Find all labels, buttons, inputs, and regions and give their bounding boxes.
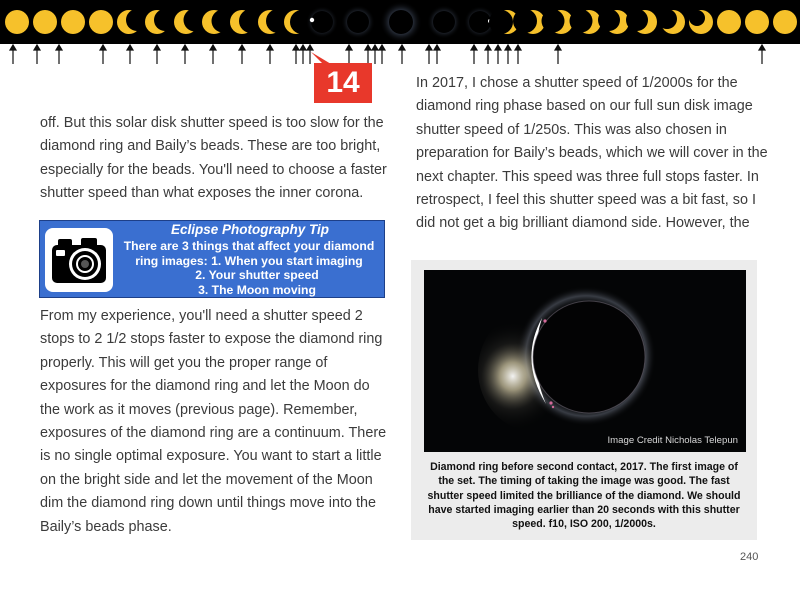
eclipse-phase-strip — [0, 0, 800, 44]
tip-line: 2. Your shutter speed — [195, 268, 319, 283]
chapter-badge: 14 — [314, 63, 372, 103]
arrow-up-icon — [759, 45, 765, 64]
arrow-up-icon — [239, 45, 245, 64]
sun-phase-icon — [570, 10, 602, 35]
arrow-up-icon — [10, 45, 16, 64]
arrow-up-icon — [154, 45, 160, 64]
eclipse-photography-tip-box — [39, 220, 385, 298]
sun-phase-icon — [117, 9, 148, 34]
arrow-up-icon — [555, 45, 561, 64]
tip-line: ring images: 1. When you start imaging — [135, 253, 363, 268]
tip-lines — [116, 239, 382, 297]
sun-phase-icon — [61, 10, 85, 34]
arrow-up-icon — [56, 45, 62, 64]
arrow-up-icon — [485, 45, 491, 64]
diamond-ring-photo — [424, 270, 746, 452]
arrow-up-icon — [300, 45, 306, 64]
arrow-up-icon — [127, 45, 133, 64]
page-number: 240 — [740, 551, 759, 563]
image-credit: Image Credit Nicholas Telepun — [607, 435, 738, 446]
timeline-arrows — [0, 44, 800, 66]
arrow-up-icon — [182, 45, 188, 64]
arrow-up-icon — [426, 45, 432, 64]
tip-title: Eclipse Photography Tip — [170, 222, 330, 237]
totality-icon — [380, 1, 422, 43]
sun-phase-icon — [717, 10, 741, 34]
arrow-up-icon — [515, 45, 521, 64]
arrow-up-icon — [505, 45, 511, 64]
sun-phase-icon — [689, 10, 713, 34]
totality-icon — [341, 5, 375, 39]
arrow-up-icon — [399, 45, 405, 64]
sun-phase-icon — [145, 9, 176, 34]
arrow-up-icon — [379, 45, 385, 64]
eclipse-photo-illustration — [424, 270, 746, 452]
body-text-left-bottom: From my experience, you'll need a shutter speed 2 stops to 2 1/2 stops faster to expose the diamond ring properly. This will get you the proper range of exposures for the diamond ring and let the Moon do the work as it moves (previous page). Remember, exposures of the diamond ring are a continuum. There is no single optimal exposure. You want to start a little on the bright side and let the movement of the Moon dim the diamond ring down until things move into the Baily’s beads phase. — [40, 308, 387, 535]
sun-phase-icon — [202, 10, 235, 35]
sun-phase-icon — [174, 9, 207, 35]
tip-line: 3. The Moon moving — [198, 282, 316, 297]
camera-icon — [45, 228, 113, 292]
body-text-right: In 2017, I chose a shutter speed of 1/2000s for the diamond ring phase based on our full sun disk image shutter speed of 1/250s. This was also chosen in preparation for Baily’s beads, which we will cover in the next chapter. This speed was three full stops faster. In retrospect, I feel this shutter speed was a bit fast, so I did not get a big brilliant diamond side. However, the — [416, 75, 768, 232]
photo-panel — [411, 260, 757, 540]
totality-icon — [427, 5, 461, 39]
photo-caption: Diamond ring before second contact, 2017. The first image of the set. The timing of taking the image was good. The fast shutter speed limited the brilliance of the diamond. We should have started imaging earlier than 20 seconds with this shutter speed. f10, ISO 200, 1/2000s. — [427, 461, 741, 531]
arrow-up-icon — [100, 45, 106, 64]
sun-phase-icon — [33, 10, 57, 34]
arrow-up-icon — [434, 45, 440, 64]
sun-phase-icon — [598, 9, 629, 34]
arrow-up-icon — [471, 45, 477, 64]
arrow-up-icon — [34, 45, 40, 64]
sun-phase-icon — [542, 10, 574, 35]
arrow-up-icon — [495, 45, 501, 64]
arrow-up-icon — [365, 45, 371, 64]
arrow-up-icon — [346, 45, 352, 64]
sun-phase-icon — [513, 9, 545, 34]
arrow-up-icon — [210, 45, 216, 64]
arrow-up-icon — [372, 45, 378, 64]
sun-phase-icon — [773, 10, 797, 34]
sun-phase-icon — [657, 9, 685, 34]
diamond-ring-icon — [306, 6, 338, 38]
sun-phase-icon — [626, 9, 657, 34]
camera-icon-tile — [45, 228, 113, 292]
arrow-up-icon — [293, 45, 299, 64]
body-text-left-top: off. But this solar disk shutter speed is too slow for the diamond ring and Baily’s beads. These are too bright, especially for the beads. You'll need to choose a faster shutter speed than what exposes the inner corona. — [40, 115, 387, 202]
arrow-up-icon — [267, 45, 273, 64]
sun-phase-icon — [745, 10, 769, 34]
eclipse-sequence-banner — [0, 0, 800, 44]
sun-phase-icon — [5, 10, 29, 34]
sun-phase-icon — [89, 10, 113, 34]
tip-line: There are 3 things that affect your diamond — [123, 239, 375, 253]
